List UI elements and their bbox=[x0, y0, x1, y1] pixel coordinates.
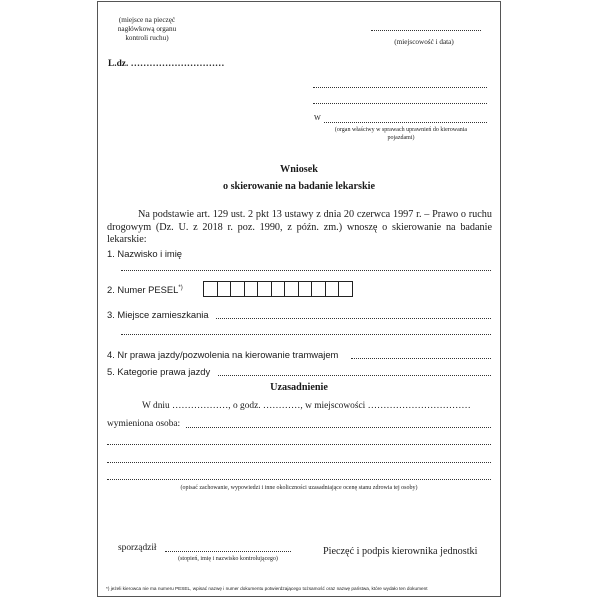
justification-line-2[interactable] bbox=[107, 444, 491, 445]
justification-line-4[interactable] bbox=[107, 479, 491, 480]
pesel-digit-box[interactable] bbox=[338, 281, 353, 297]
prepared-by-label: sporządził bbox=[118, 543, 157, 553]
pesel-digit-box[interactable] bbox=[311, 281, 326, 297]
justification-when-line[interactable]: W dniu ………………, o godz. …………, w miejscowości …………………………… bbox=[142, 401, 471, 411]
field-name-input[interactable] bbox=[121, 270, 491, 271]
pesel-digit-box[interactable] bbox=[217, 281, 232, 297]
ldz-field[interactable]: L.dz. ………………………… bbox=[108, 59, 225, 69]
pesel-digit-box[interactable] bbox=[257, 281, 272, 297]
prepared-by-caption: (stopień, imię i nazwisko kontrolującego) bbox=[178, 556, 278, 562]
pesel-digit-box[interactable] bbox=[230, 281, 245, 297]
authority-caption bbox=[310, 126, 492, 142]
application-form-page bbox=[97, 1, 501, 597]
pesel-digit-box[interactable] bbox=[325, 281, 340, 297]
pesel-boxes[interactable] bbox=[204, 281, 353, 297]
justification-person-label: wymieniona osoba: bbox=[107, 419, 181, 429]
pesel-digit-box[interactable] bbox=[284, 281, 299, 297]
justification-line-1[interactable] bbox=[186, 427, 491, 428]
field-address-input-1[interactable] bbox=[216, 318, 491, 319]
field-address-input-2[interactable] bbox=[121, 334, 491, 335]
field-license-categories-label: 5. Kategorie prawa jazdy bbox=[107, 366, 211, 377]
field-license-categories-input[interactable] bbox=[218, 375, 491, 376]
prepared-by-signature-line[interactable] bbox=[165, 551, 291, 552]
pesel-digit-box[interactable] bbox=[244, 281, 259, 297]
justification-heading: Uzasadnienie bbox=[270, 382, 328, 393]
field-name-label: 1. Nazwisko i imię bbox=[107, 248, 183, 259]
field-pesel-label bbox=[107, 284, 183, 295]
authority-line-3[interactable] bbox=[324, 122, 487, 123]
field-pesel-text: 2. Numer PESEL bbox=[107, 284, 179, 295]
stamp-line-1: (miejsce na pieczęć bbox=[118, 16, 176, 24]
authority-line-2[interactable] bbox=[313, 103, 487, 104]
field-license-number-input[interactable] bbox=[351, 358, 491, 359]
pesel-digit-box[interactable] bbox=[203, 281, 218, 297]
pesel-footnote-marker: *) bbox=[178, 284, 183, 291]
pesel-footnote: *) jeżeli kierowca nie ma numeru PESEL, wpisać nazwę i numer dokumentu potwierdzającego tożsamość oraz nazwę państwa, które wydało ten dokument bbox=[106, 586, 428, 591]
field-license-number-label: 4. Nr prawa jazdy/pozwolenia na kierowanie tramwajem bbox=[107, 349, 339, 360]
stamp-line-2: nagłówkową organu bbox=[117, 25, 177, 33]
field-address-label: 3. Miejsce zamieszkania bbox=[107, 309, 209, 320]
pesel-digit-box[interactable] bbox=[271, 281, 286, 297]
authority-line-1[interactable] bbox=[313, 87, 487, 88]
head-seal-signature-label: Pieczęć i podpis kierownika jednostki bbox=[323, 546, 478, 557]
authority-caption-line-1: (organ właściwy w sprawach uprawnień do kierowania bbox=[334, 127, 468, 133]
intro-paragraph: Na podstawie art. 129 ust. 2 pkt 13 ustawy z dnia 20 czerwca 1997 r. – Prawo o ruchu drogowym (Dz. U. z 2018 r. poz. 1990, z późn. zm.) wnoszę o skierowanie na badanie lekarskie: bbox=[107, 209, 492, 245]
justification-caption: (opisać zachowanie, wypowiedzi i inne okoliczności uzasadniające ocenę stanu zdrowia tej osoby) bbox=[180, 485, 418, 491]
stamp-line-3: kontroli ruchu) bbox=[125, 34, 169, 42]
pesel-digit-box[interactable] bbox=[298, 281, 313, 297]
document-subtitle: o skierowanie na badanie lekarskie bbox=[222, 181, 376, 192]
authority-caption-line-2: pojazdami) bbox=[387, 135, 415, 141]
justification-line-3[interactable] bbox=[107, 462, 491, 463]
stamp-placeholder bbox=[101, 16, 193, 43]
document-title: Wniosek bbox=[280, 164, 318, 175]
authority-w-prefix: W bbox=[314, 114, 321, 122]
place-date-label: (miejscowość i data) bbox=[394, 38, 454, 46]
place-date-line[interactable] bbox=[371, 30, 481, 31]
